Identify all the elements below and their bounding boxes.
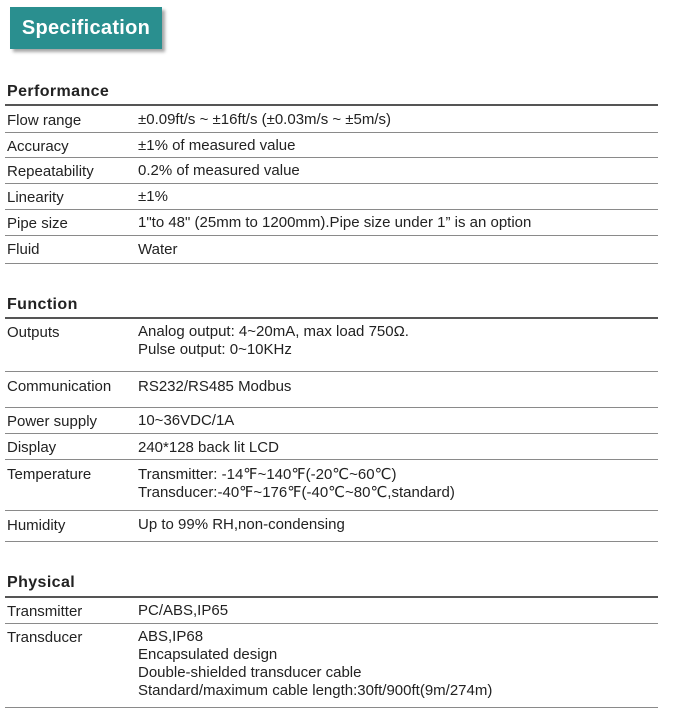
row-label: Outputs <box>7 324 60 341</box>
divider <box>5 510 658 511</box>
divider <box>5 459 658 460</box>
row-label: Accuracy <box>7 138 69 155</box>
row-value: Water <box>138 241 178 258</box>
row-label: Transducer <box>7 629 83 646</box>
divider <box>5 209 658 210</box>
divider <box>5 317 658 319</box>
row-label: Repeatability <box>7 163 94 180</box>
row-label: Humidity <box>7 517 66 534</box>
divider <box>5 707 658 708</box>
row-value: ABS,IP68 Encapsulated design Double-shielded transducer cable Standard/maximum cable length:30ft/900ft(9m/274m) <box>138 628 493 699</box>
row-value: 240*128 back lit LCD <box>138 439 279 456</box>
specification-badge: Specification <box>10 7 162 49</box>
divider <box>5 235 658 236</box>
row-label: Communication <box>7 378 112 395</box>
divider <box>5 623 658 624</box>
divider <box>5 157 658 158</box>
row-value: Transmitter: -14℉~140℉(-20℃~60℃) Transducer:-40℉~176℉(-40℃~80℃,standard) <box>138 466 455 501</box>
row-value: ±0.09ft/s ~ ±16ft/s (±0.03m/s ~ ±5m/s) <box>138 111 392 128</box>
row-value: 10~36VDC/1A <box>138 412 235 429</box>
row-value: Analog output: 4~20mA, max load 750Ω. Pulse output: 0~10KHz <box>138 323 409 358</box>
row-value: 1"to 48" (25mm to 1200mm).Pipe size under 1” is an option <box>138 214 532 231</box>
divider <box>5 132 658 133</box>
divider <box>5 104 658 106</box>
row-label: Linearity <box>7 189 64 206</box>
row-label: Temperature <box>7 466 92 483</box>
section-heading-function: Function <box>7 296 78 313</box>
row-value: ±1% <box>138 188 168 205</box>
row-value: 0.2% of measured value <box>138 162 300 179</box>
section-heading-performance: Performance <box>7 83 110 100</box>
row-label: Power supply <box>7 413 98 430</box>
divider <box>5 183 658 184</box>
section-heading-physical: Physical <box>7 574 76 591</box>
divider <box>5 407 658 408</box>
divider <box>5 541 658 542</box>
divider <box>5 596 658 598</box>
divider <box>5 263 658 264</box>
row-value: Up to 99% RH,non-condensing <box>138 516 345 533</box>
row-label: Flow range <box>7 112 82 129</box>
divider <box>5 433 658 434</box>
divider <box>5 371 658 372</box>
row-label: Pipe size <box>7 215 68 232</box>
row-label: Transmitter <box>7 603 83 620</box>
row-label: Display <box>7 439 57 456</box>
row-value: RS232/RS485 Modbus <box>138 378 292 395</box>
row-value: ±1% of measured value <box>138 137 296 154</box>
row-value: PC/ABS,IP65 <box>138 602 229 619</box>
row-label: Fluid <box>7 241 40 258</box>
